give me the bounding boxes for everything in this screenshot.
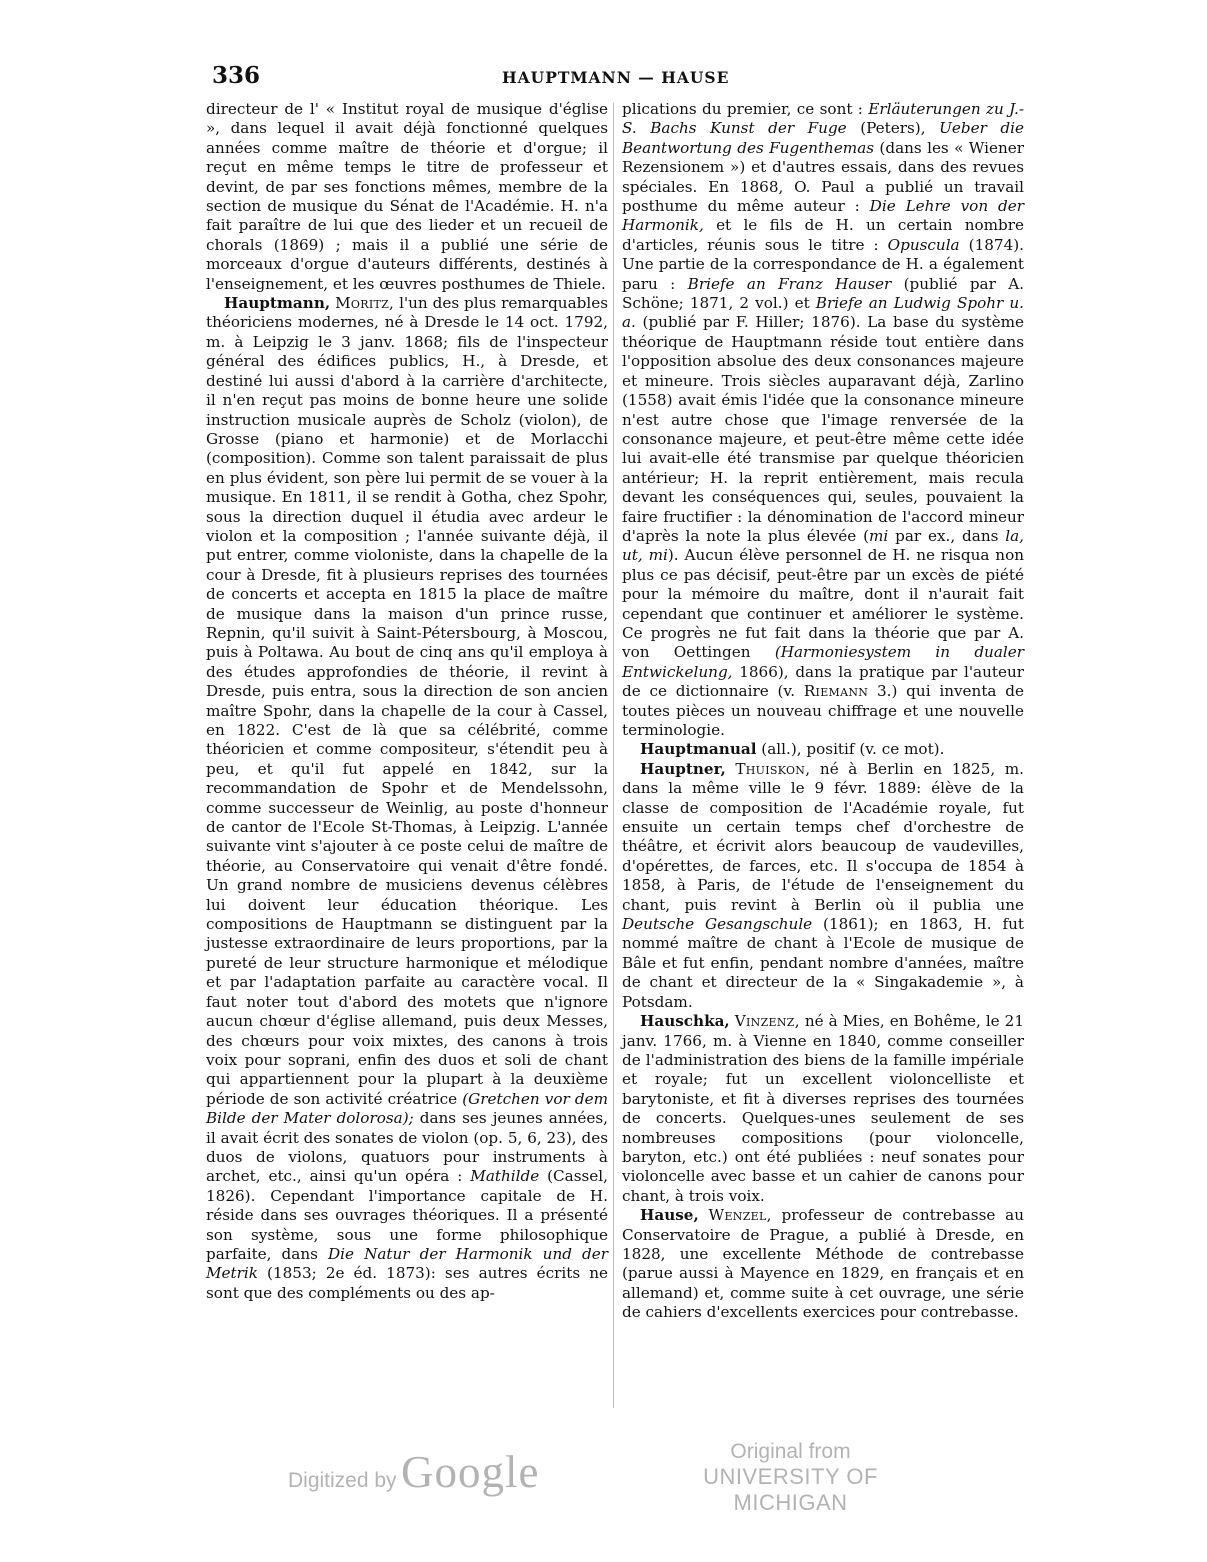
- work-title: (Harmoniesystem in dualer Entwickelung,: [622, 643, 1024, 681]
- work-title: Briefe an Ludwig Spohr u. a.: [622, 294, 1024, 332]
- page-header: [212, 62, 1022, 92]
- left-column: [206, 100, 608, 1303]
- running-head: HAUPTMANN — HAUSE: [502, 68, 730, 87]
- paragraph-continuation: directeur de l' « Institut royal de musique d'église », dans lequel il avait déjà fonctionné quelques années comme maître de théorie et d'orgue; il reçut en même temps le titre de professeur et devint, de par ses fonctions mêmes, membre de la section de musique du Sénat de l'Académie. H. n'a fait paraître de lui que des lieder et un recueil de chorals (1869) ; mais il a publié une série de morceaux d'orgue d'auteurs différents, destinés à l'enseignement, et les œuvres posthumes de Thiele.: [206, 100, 608, 293]
- entry-hauptmanual: Hauptmanual (all.), positif (v. ce mot).: [640, 740, 945, 759]
- forename: Moritz,: [335, 294, 395, 313]
- forename: Thuiskon,: [735, 759, 811, 778]
- original-from-watermark: Original from UNIVERSITY OF MICHIGAN: [668, 1440, 913, 1516]
- forename: Vinzenz,: [734, 1012, 800, 1031]
- note-name: mi: [869, 526, 889, 545]
- work-title: Opuscula: [887, 235, 960, 254]
- work-title: Die Natur der Harmonik und der Metrik: [206, 1244, 608, 1283]
- work-title: Erläuterungen zu J.-S. Bachs Kunst der Fuge: [622, 100, 1024, 138]
- work-title: Die Lehre von der Harmonik,: [622, 197, 1024, 235]
- headword: Hauptmanual: [640, 740, 757, 759]
- headword: Hauptmann,: [224, 294, 331, 313]
- university-name: UNIVERSITY OF MICHIGAN: [703, 1464, 878, 1515]
- note-names: la, ut, mi: [622, 526, 1024, 565]
- work-title: Mathilde: [470, 1167, 540, 1186]
- headword: Hauschka,: [640, 1012, 730, 1031]
- entry-hauptmann-moritz: Hauptmann, Moritz, l'un des plus remarquables théoriciens modernes, né à Dresde le 14 oct. 1792, m. à Leipzig le 3 janv. 1868; fils de l'inspecteur général des édifices publics, H., à Dresde, et destiné lui aussi d'abord à la carrière d'architecte, il n'en reçut pas moins de bonne heure une solide instruction musicale auprès de Scholz (violon), de Grosse (piano et harmonie) et de Morlacchi (composition). Comme son talent paraissait de plus en plus évident, son père lui permit de se vouer à la musique. En 1811, il se rendit à Gotha, chez Spohr, sous la direction duquel il étudia avec ardeur le violon et la composition ; l'année suivante déjà, il put entrer, comme violoniste, dans la chapelle de la cour à Dresde, fit à plusieurs reprises des tournées de concerts et accepta en 1815 la place de maître de musique dans la maison d'un prince russe, Repnin, qu'il suivit à Saint-Pétersbourg, à Moscou, puis à Poltawa. Au bout de cinq ans qu'il employa à des études approfondies de théorie, il revint à Dresde, puis entra, sous la direction de son ancien maître Spohr, dans la chapelle de la cour à Cassel, en 1822. C'est de là que sa célébrité, comme théoricien et comme compositeur, s'étendit peu à peu, et qu'il fut appelé en 1842, sur la recommandation de Spohr et de Mendelssohn, comme successeur de Weinlig, au poste d'honneur de cantor de l'Ecole St-Thomas, à Leipzig. L'année suivante vint s'ajouter à ce poste celui de maître de théorie, au Conservatoire qui venait d'être fondé. Un grand nombre de musiciens devenus célèbres lui doivent leur éducation théorique. Les compositions de Hauptmann se distinguent par la justesse extraordinaire de leurs proportions, par la pureté de leur structure harmonique et mélodique et par l'adaptation parfaite au caractère vocal. Il faut noter tout d'abord des motets que n'ignore aucun chœur d'église allemand, puis deux Messes, des chœurs pour voix mixtes, des canons à trois voix pour soprani, enfin des duos et soli de chant qui appartiennent pour la plupart à la deuxième période de son activité créatrice (Gretchen vor dem Bilde der Mater dolorosa); dans ses jeunes années, il avait écrit des sonates de violon (op. 5, 6, 23), des duos de violons, quatuors pour instruments à archet, etc., ainsi qu'un opéra : Mathilde (Cassel, 1826). Cependant l'importance capitale de H. réside dans ses ouvrages théoriques. Il a présenté son système, sous une forme philosophique parfaite, dans Die Natur der Harmonik und der Metrik (1853; 2e éd. 1873): ses autres écrits ne sont que des compléments ou des ap-: [206, 294, 608, 1302]
- page-number: 336: [212, 62, 261, 89]
- cross-reference: Riemann: [803, 682, 869, 701]
- google-logo: Google: [401, 1447, 540, 1497]
- digitized-by-google-watermark: Digitized by Google: [288, 1447, 540, 1497]
- scan-watermark: [0, 1438, 1207, 1515]
- right-column: [622, 100, 1024, 1323]
- forename: Wenzel,: [708, 1206, 772, 1225]
- paragraph-continuation: plications du premier, ce sont : Erläuterungen zu J.-S. Bachs Kunst der Fuge (Peters), Ueber die Beantwortung des Fugenthemas (dans les « Wiener Rezensionem ») et d'autres essais, dans des revues spéciales. En 1868, O. Paul a publié un travail posthume du même auteur : Die Lehre von der Harmonik, et le fils de H. un certain nombre d'articles, réunis sous le titre : Opuscula (1874). Une partie de la correspondance de H. a également paru : Briefe an Franz Hauser (publié par A. Schöne; 1871, 2 vol.) et Briefe an Ludwig Spohr u. a. (publié par F. Hiller; 1876). La base du système théorique de Hauptmann réside tout entière dans l'opposition absolue des deux consonances majeure et mineure. Trois siècles auparavant déjà, Zarlino (1558) avait émis l'idée que la consonance mineure n'est autre chose que l'image renversée de la consonance majeure, et peut-être même cette idée lui avait-elle été transmise par quelque théoricien antérieur; H. la reprit entièrement, mais recula devant les conséquences qui, seules, pouvaient la faire fructifier : la dénomination de l'accord mineur d'après la note la plus élevée (mi par ex., dans la, ut, mi). Aucun élève personnel de H. ne risqua non plus ce pas décisif, peut-être par un excès de piété pour la mémoire du maître, dont il n'aurait fait cependant que continuer et améliorer le système. Ce progrès ne fut fait dans la théorie que par A. von Oettingen (Harmoniesystem in dualer Entwickelung, 1866), dans la pratique par l'auteur de ce dictionnaire (v. Riemann 3.) qui inventa de toutes pièces un nouveau chiffrage et une nouvelle terminologie.: [622, 100, 1025, 739]
- entry-hauschka: Hauschka, Vinzenz, né à Mies, en Bohême, le 21 janv. 1766, m. à Vienne en 1840, comme conseiller de l'administration des biens de la famille impériale et royale; fut un excellent violoncelliste et barytoniste, et fit à diverses reprises des tournées de concerts. Quelques-unes seulement de ses nombreuses compositions (pour violoncelle, baryton, etc.) ont été publiées : neuf sonates pour violoncelle avec basse et un cahier de canons pour chant, à trois voix.: [622, 1012, 1024, 1205]
- entry-hause: Hause, Wenzel, professeur de contrebasse au Conservatoire de Prague, a publié à Dresde, en 1828, une excellente Méthode de contrebasse (parue aussi à Mayence en 1829, en français et en allemand) et, comme suite à cet ouvrage, une série de cahiers d'excellents exercices pour contrebasse.: [622, 1206, 1024, 1322]
- headword: Hause,: [640, 1206, 699, 1225]
- work-title: Ueber die Beantwortung des Fugenthemas: [622, 119, 1024, 157]
- headword: Hauptner,: [640, 759, 726, 778]
- work-title: Briefe an Franz Hauser: [687, 274, 892, 293]
- column-divider: [613, 103, 614, 1408]
- entry-hauptner: Hauptner, Thuiskon, né à Berlin en 1825, m. dans la même ville le 9 févr. 1889: élève de la classe de composition de l'Académie royale, fut ensuite un certain temps chef d'orchestre de théâtre, et écrivit alors beaucoup de vaudevilles, d'opérettes, de farces, etc. Il s'occupa de 1854 à 1858, à Paris, de l'étude de l'enseignement du chant, puis revint à Berlin où il publia une Deutsche Gesangschule (1861); en 1863, H. fut nommé maître de chant à l'Ecole de musique de Bâle et fut enfin, pendant nombre d'années, maître de chant et directeur de la « Singakademie », à Potsdam.: [622, 759, 1025, 1011]
- work-title: Deutsche Gesangschule: [622, 915, 813, 934]
- work-title: (Gretchen vor dem Bilde der Mater dolorosa);: [206, 1089, 608, 1128]
